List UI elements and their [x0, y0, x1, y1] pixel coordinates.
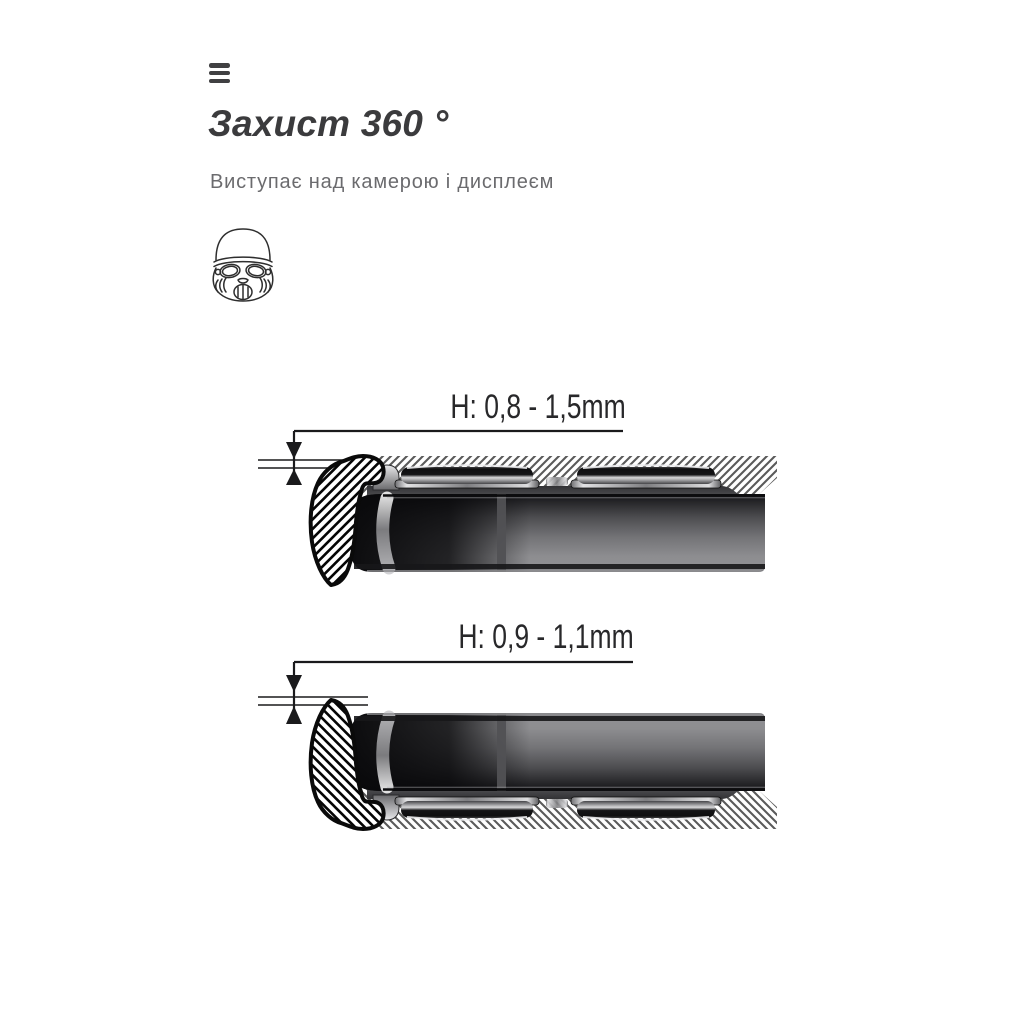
dimension-label-display: H: 0,9 - 1,1mm	[458, 617, 634, 656]
diagram-camera-side	[258, 388, 777, 585]
helmet-mouth-grill	[238, 286, 248, 299]
page-title: Захист 360 °	[208, 103, 449, 144]
diagram-display-side	[258, 618, 777, 829]
stormtrooper-helmet-icon	[204, 224, 282, 304]
hamburger-bar	[209, 71, 230, 76]
page-subtitle: Виступає над камерою і дисплеєм	[210, 171, 555, 193]
helmet-dome	[216, 229, 270, 260]
helmet-left-eye-inner	[222, 265, 238, 276]
dimension-label-camera: H: 0,8 - 1,5mm	[450, 387, 626, 426]
hamburger-menu-icon[interactable]	[209, 63, 231, 84]
helmet-nose	[238, 279, 248, 284]
helmet-right-vent	[260, 278, 270, 292]
helmet-brow-line	[214, 262, 272, 267]
hamburger-bar	[209, 79, 230, 84]
helmet-right-eye-inner	[248, 265, 264, 276]
hamburger-bar	[209, 63, 230, 68]
protection-diagrams	[240, 380, 800, 850]
extension-lines	[258, 697, 368, 705]
helmet-left-vent	[216, 278, 226, 292]
phone-cross-section-top	[311, 456, 777, 585]
phone-cross-section-bottom	[311, 700, 777, 829]
